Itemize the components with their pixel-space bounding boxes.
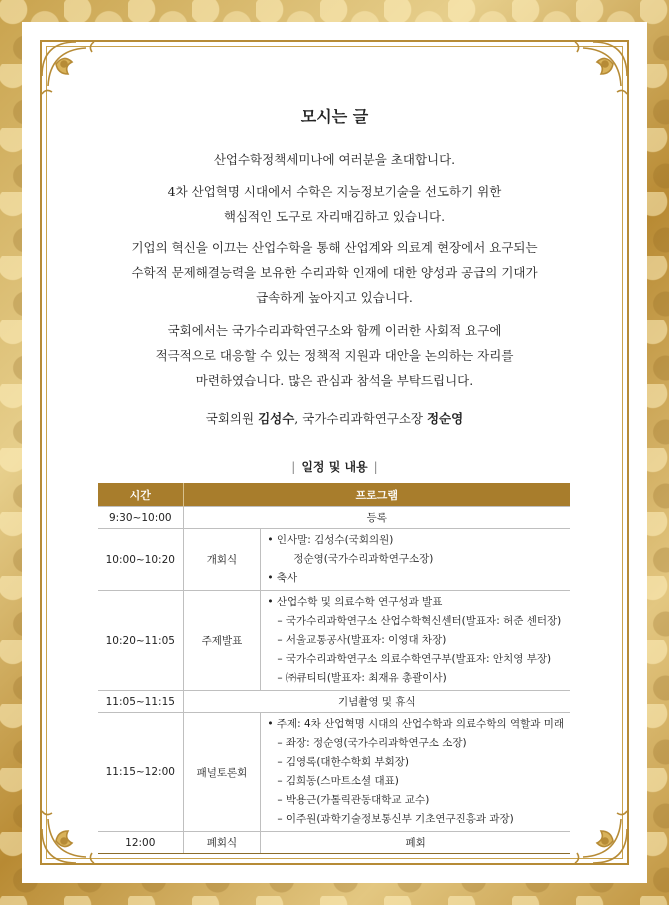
- row-program: 기념촬영 및 휴식: [183, 691, 570, 713]
- program-item: • 인사말: 김성수(국회의원): [267, 534, 394, 546]
- table-row: [98, 507, 570, 529]
- text-line: 산업수학정책세미나에 여러분을 초대합니다.: [213, 152, 456, 167]
- row-session: 패널토론회: [183, 713, 261, 832]
- row-session: 폐회식: [183, 832, 261, 854]
- program-item: – ㈜큐티티(발표자: 최재유 총괄이사): [277, 672, 447, 684]
- row-time: 11:15~12:00: [98, 713, 183, 832]
- schedule-heading: [22, 458, 647, 475]
- program-item: – 박용근(가톨릭관동대학교 교수): [277, 794, 430, 806]
- text-line: 마련하였습니다. 많은 관심과 참석을 부탁드립니다.: [195, 373, 474, 388]
- program-item: – 서울교통공사(발표자: 이영대 차장): [277, 634, 447, 646]
- table-row: [98, 832, 570, 854]
- signature-separator: , 국가수리과학연구소장: [294, 411, 427, 426]
- text-line: 핵심적인 도구로 자리매김하고 있습니다.: [223, 209, 446, 224]
- invitation-card: [22, 22, 647, 883]
- row-time: 12:00: [98, 832, 183, 854]
- table-row: [98, 591, 570, 691]
- paragraph-4: [22, 318, 647, 393]
- row-program: [261, 529, 570, 591]
- header-time: 시간: [98, 483, 183, 507]
- corner-ornament-icon: [563, 36, 633, 106]
- row-program: 등록: [183, 507, 570, 529]
- table-header-row: [98, 483, 570, 507]
- row-time: 10:20~11:05: [98, 591, 183, 691]
- program-item: – 김영록(대한수학회 부회장): [277, 756, 410, 768]
- signature-prefix: 국회의원: [205, 411, 259, 426]
- text-line: 국회에서는 국가수리과학연구소와 함께 이러한 사회적 요구에: [167, 323, 502, 338]
- row-program: 폐회: [261, 832, 570, 854]
- signature-name-1: 김성수: [258, 411, 295, 426]
- paragraph-2: [22, 179, 647, 229]
- signature-name-2: 정순영: [426, 411, 464, 426]
- program-item: – 국가수리과학연구소 산업수학혁신센터(발표자: 허준 센터장): [277, 615, 562, 627]
- schedule-heading-text: 일정 및 내용: [301, 460, 368, 474]
- program-item: – 김희동(스마트소셜 대표): [277, 775, 399, 787]
- text-line: 수학적 문제해결능력을 보유한 수리과학 인재에 대한 양성과 공급의 기대가: [131, 265, 538, 280]
- text-line: 급속하게 높아지고 있습니다.: [256, 290, 413, 305]
- table-row: [98, 529, 570, 591]
- row-program: [261, 591, 570, 691]
- program-item: • 주제: 4차 산업혁명 시대의 산업수학과 의료수학의 역할과 미래: [267, 718, 564, 730]
- program-item: – 좌장: 정순영(국가수리과학연구소 소장): [277, 737, 467, 749]
- heading-bar-right: |: [373, 460, 378, 474]
- text-line: 적극적으로 대응할 수 있는 정책적 지원과 대안을 논의하는 자리를: [155, 348, 514, 363]
- program-item: • 산업수학 및 의료수학 연구성과 발표: [267, 596, 443, 608]
- program-item: • 축사: [267, 572, 298, 584]
- row-time: 10:00~10:20: [98, 529, 183, 591]
- table-row: [98, 713, 570, 832]
- corner-ornament-icon: [36, 36, 106, 106]
- text-line: 4차 산업혁명 시대에서 수학은 지능정보기술을 선도하기 위한: [167, 184, 502, 199]
- heading-bar-left: |: [291, 460, 296, 474]
- row-program: [261, 713, 570, 832]
- header-program: 프로그램: [183, 483, 570, 507]
- corner-ornament-icon: [36, 799, 106, 869]
- corner-ornament-icon: [563, 799, 633, 869]
- row-session: 주제발표: [183, 591, 261, 691]
- program-item: – 국가수리과학연구소 의료수학연구부(발표자: 안치영 부장): [277, 653, 552, 665]
- paragraph-1: [22, 147, 647, 172]
- program-item: 정순영(국가수리과학연구소장): [293, 553, 434, 565]
- text-line: 기업의 혁신을 이끄는 산업수학을 통해 산업계와 의료계 현장에서 요구되는: [131, 240, 538, 255]
- paragraph-3: [22, 235, 647, 310]
- signature-line: [22, 406, 647, 431]
- schedule-table: [98, 483, 570, 854]
- program-item: – 이주원(과학기술정보통신부 기초연구진흥과 과장): [277, 813, 514, 825]
- row-time: 11:05~11:15: [98, 691, 183, 713]
- row-time: 9:30~10:00: [98, 507, 183, 529]
- table-row: [98, 691, 570, 713]
- row-session: 개회식: [183, 529, 261, 591]
- invitation-title: 모시는 글: [300, 107, 369, 126]
